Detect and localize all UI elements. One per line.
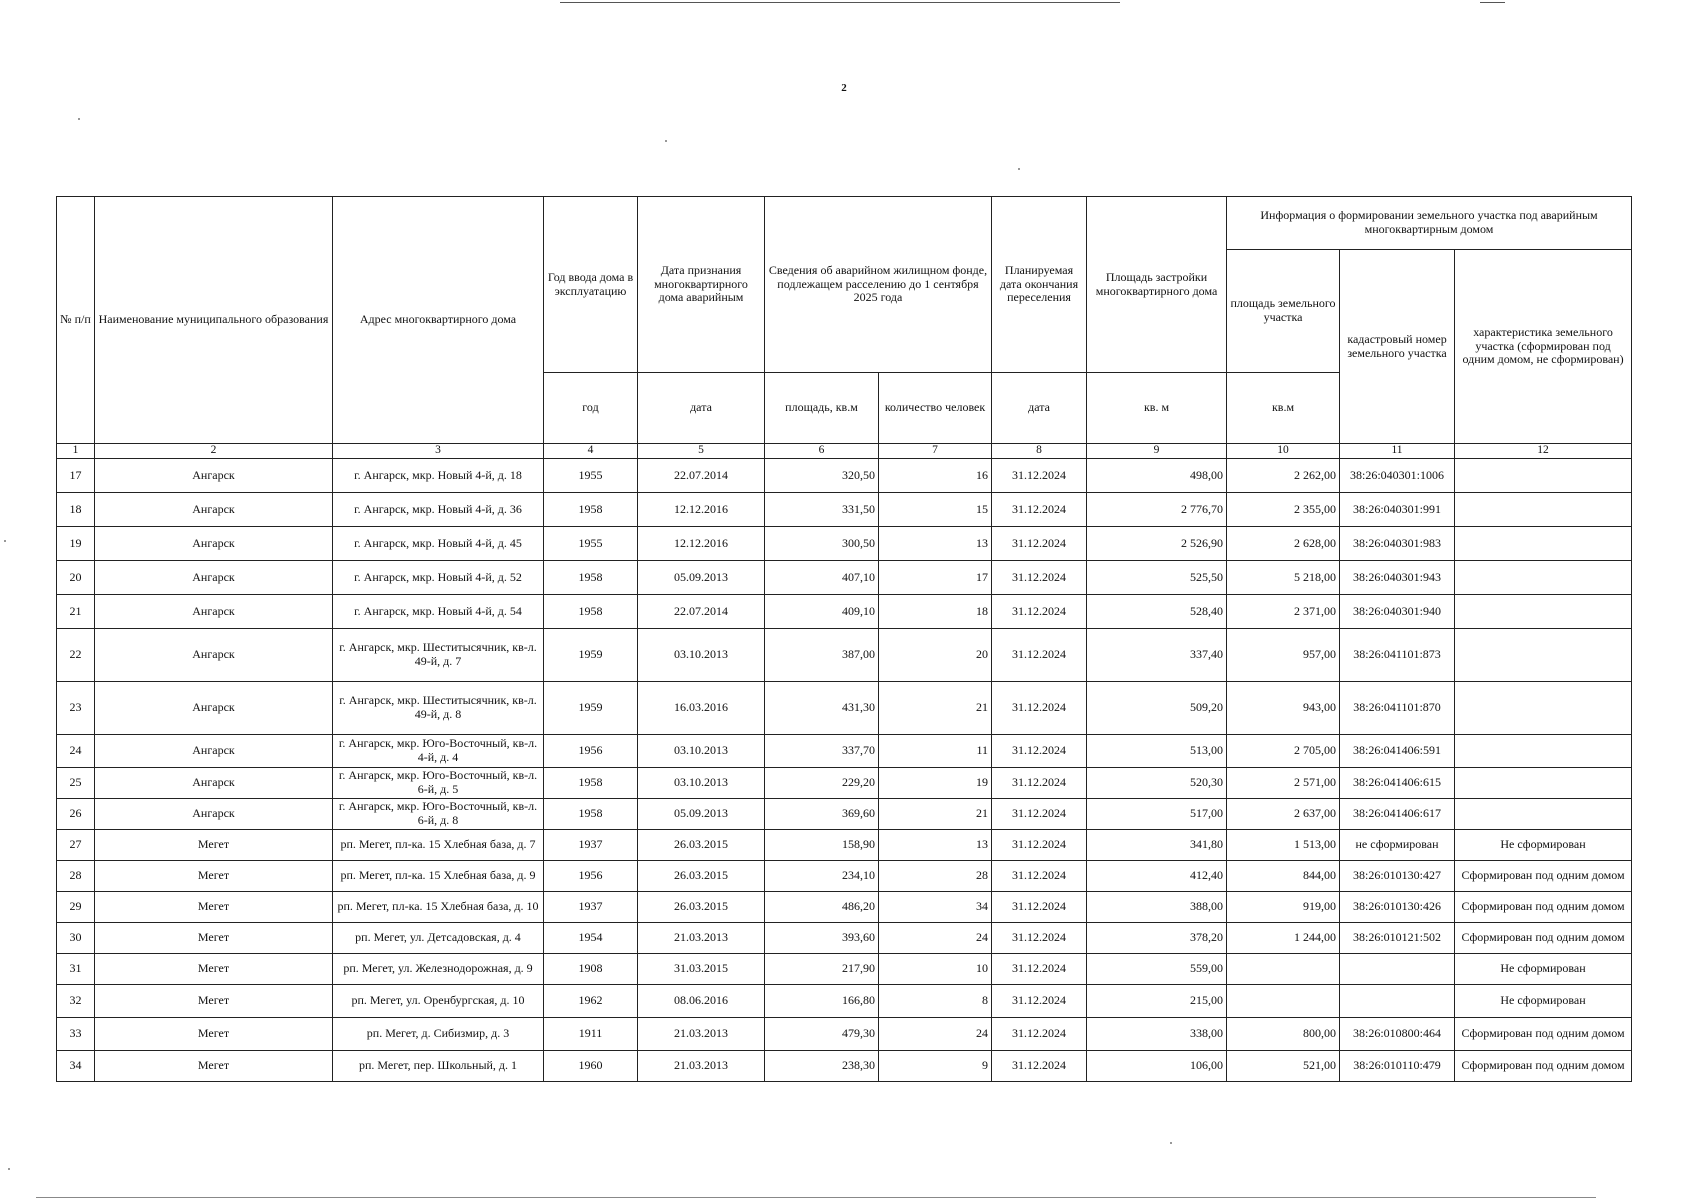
cell-land-characteristic: Сформирован под одним домом [1455,1018,1632,1051]
cell-recognition-date: 12.12.2016 [638,493,765,527]
scan-speck [78,118,80,120]
cell-municipality: Ангарск [95,561,333,595]
unit-date: дата [638,373,765,444]
cell-land-area: 943,00 [1227,682,1340,735]
cell-address: рп. Мегет, пер. Школьный, д. 1 [333,1051,544,1082]
cell-end-date: 31.12.2024 [992,1018,1087,1051]
page-number: 2 [841,82,847,94]
cell-land-characteristic [1455,493,1632,527]
cell-recognition-date: 08.06.2016 [638,985,765,1018]
cell-year: 1958 [544,768,638,799]
cell-recognition-date: 31.03.2015 [638,954,765,985]
cell-land-characteristic: Не сформирован [1455,830,1632,861]
column-number: 3 [333,444,544,459]
table-row [57,1051,1632,1082]
header-land-plot-info: Информация о формировании земельного участка под аварийным многоквартирным домом [1227,197,1632,250]
cell-cadastral-number: 38:26:041101:870 [1340,682,1455,735]
cell-area: 217,90 [765,954,879,985]
column-number: 2 [95,444,333,459]
cell-number: 27 [57,830,95,861]
header-recognition-date: Дата признания многоквартирного дома аварийным [638,197,765,373]
cell-number: 28 [57,861,95,892]
scan-speck [665,140,667,142]
cell-address: рп. Мегет, ул. Детсадовская, д. 4 [333,923,544,954]
table-row [57,954,1632,985]
cell-year: 1955 [544,459,638,493]
cell-end-date: 31.12.2024 [992,493,1087,527]
cell-recognition-date: 21.03.2013 [638,1051,765,1082]
cell-area: 479,30 [765,1018,879,1051]
cell-building-area: 513,00 [1087,735,1227,768]
cell-cadastral-number: не сформирован [1340,830,1455,861]
cell-building-area: 2 526,90 [1087,527,1227,561]
column-number: 4 [544,444,638,459]
cell-building-area: 412,40 [1087,861,1227,892]
table-row [57,561,1632,595]
cell-address: рп. Мегет, пл-ка. 15 Хлебная база, д. 7 [333,830,544,861]
cell-people: 20 [879,629,992,682]
cell-people: 15 [879,493,992,527]
cell-land-characteristic [1455,768,1632,799]
cell-number: 23 [57,682,95,735]
cell-area: 337,70 [765,735,879,768]
cell-cadastral-number: 38:26:010110:479 [1340,1051,1455,1082]
cell-municipality: Мегет [95,861,333,892]
cell-building-area: 520,30 [1087,768,1227,799]
cell-year: 1958 [544,595,638,629]
cell-land-area: 1 513,00 [1227,830,1340,861]
cell-building-area: 106,00 [1087,1051,1227,1082]
cell-year: 1958 [544,561,638,595]
cell-building-area: 341,80 [1087,830,1227,861]
cell-number: 26 [57,799,95,830]
cell-recognition-date: 03.10.2013 [638,768,765,799]
cell-number: 25 [57,768,95,799]
cell-land-characteristic: Сформирован под одним домом [1455,923,1632,954]
cell-year: 1956 [544,735,638,768]
cell-municipality: Мегет [95,1051,333,1082]
cell-number: 24 [57,735,95,768]
column-number: 7 [879,444,992,459]
cell-year: 1962 [544,985,638,1018]
cell-end-date: 31.12.2024 [992,527,1087,561]
cell-cadastral-number [1340,985,1455,1018]
cell-area: 393,60 [765,923,879,954]
cell-people: 10 [879,954,992,985]
cell-land-area: 844,00 [1227,861,1340,892]
cell-land-area: 2 355,00 [1227,493,1340,527]
cell-address: г. Ангарск, мкр. Новый 4-й, д. 36 [333,493,544,527]
cell-area: 300,50 [765,527,879,561]
cell-year: 1911 [544,1018,638,1051]
cell-area: 320,50 [765,459,879,493]
column-number: 9 [1087,444,1227,459]
cell-number: 34 [57,1051,95,1082]
unit-area: площадь, кв.м [765,373,879,444]
cell-number: 30 [57,923,95,954]
cell-people: 13 [879,830,992,861]
cell-municipality: Мегет [95,1018,333,1051]
header-commission-year: Год ввода дома в эксплуатацию [544,197,638,373]
cell-land-area: 2 262,00 [1227,459,1340,493]
cell-end-date: 31.12.2024 [992,629,1087,682]
cell-year: 1937 [544,830,638,861]
cell-end-date: 31.12.2024 [992,954,1087,985]
table-row [57,799,1632,830]
cell-municipality: Мегет [95,954,333,985]
cell-address: г. Ангарск, мкр. Новый 4-й, д. 54 [333,595,544,629]
cell-land-area [1227,954,1340,985]
cell-people: 16 [879,459,992,493]
cell-end-date: 31.12.2024 [992,799,1087,830]
emergency-housing-table [56,196,1632,1082]
cell-land-characteristic: Не сформирован [1455,985,1632,1018]
cell-address: г. Ангарск, мкр. Шеститысячник, кв-л. 49-й, д. 8 [333,682,544,735]
unit-end-date: дата [992,373,1087,444]
column-number: 5 [638,444,765,459]
cell-address: г. Ангарск, мкр. Юго-Восточный, кв-л. 6-й, д. 5 [333,768,544,799]
cell-cadastral-number: 38:26:040301:940 [1340,595,1455,629]
cell-area: 238,30 [765,1051,879,1082]
table-row [57,830,1632,861]
cell-cadastral-number: 38:26:041406:617 [1340,799,1455,830]
cell-address: рп. Мегет, ул. Оренбургская, д. 10 [333,985,544,1018]
cell-number: 33 [57,1018,95,1051]
cell-land-characteristic [1455,459,1632,493]
scan-speck [1170,1142,1172,1144]
cell-area: 234,10 [765,861,879,892]
cell-area: 166,80 [765,985,879,1018]
cell-area: 431,30 [765,682,879,735]
cell-cadastral-number: 38:26:040301:983 [1340,527,1455,561]
cell-people: 9 [879,1051,992,1082]
cell-building-area: 378,20 [1087,923,1227,954]
cell-area: 409,10 [765,595,879,629]
cell-land-characteristic [1455,682,1632,735]
cell-year: 1959 [544,629,638,682]
cell-address: рп. Мегет, пл-ка. 15 Хлебная база, д. 10 [333,892,544,923]
cell-end-date: 31.12.2024 [992,682,1087,735]
cell-land-area: 919,00 [1227,892,1340,923]
cell-recognition-date: 03.10.2013 [638,629,765,682]
cell-land-characteristic [1455,799,1632,830]
cell-end-date: 31.12.2024 [992,768,1087,799]
cell-cadastral-number: 38:26:010130:426 [1340,892,1455,923]
cell-building-area: 528,40 [1087,595,1227,629]
table-row [57,735,1632,768]
cell-people: 28 [879,861,992,892]
cell-area: 158,90 [765,830,879,861]
cell-land-area: 2 705,00 [1227,735,1340,768]
cell-land-area: 800,00 [1227,1018,1340,1051]
cell-number: 31 [57,954,95,985]
scan-artifact-line [1480,2,1505,3]
cell-address: г. Ангарск, мкр. Юго-Восточный, кв-л. 4-й, д. 4 [333,735,544,768]
cell-area: 486,20 [765,892,879,923]
header-building-area: Площадь застройки многоквартирного дома [1087,197,1227,373]
table-row [57,493,1632,527]
cell-building-area: 337,40 [1087,629,1227,682]
cell-end-date: 31.12.2024 [992,892,1087,923]
cell-area: 229,20 [765,768,879,799]
cell-land-area: 1 244,00 [1227,923,1340,954]
cell-recognition-date: 21.03.2013 [638,1018,765,1051]
cell-cadastral-number [1340,954,1455,985]
column-number: 12 [1455,444,1632,459]
cell-people: 21 [879,682,992,735]
header-municipality: Наименование муниципального образования [95,197,333,444]
cell-year: 1955 [544,527,638,561]
cell-municipality: Ангарск [95,735,333,768]
cell-people: 24 [879,1018,992,1051]
cell-end-date: 31.12.2024 [992,923,1087,954]
cell-cadastral-number: 38:26:041101:873 [1340,629,1455,682]
cell-recognition-date: 26.03.2015 [638,861,765,892]
cell-end-date: 31.12.2024 [992,595,1087,629]
table-body [57,459,1632,1082]
header-land-characteristic: характеристика земельного участка (сформирован под одним домом, не сформирован) [1455,250,1632,444]
cell-year: 1958 [544,799,638,830]
cell-land-area: 957,00 [1227,629,1340,682]
table-row [57,682,1632,735]
cell-municipality: Ангарск [95,629,333,682]
header-address: Адрес многоквартирного дома [333,197,544,444]
cell-people: 19 [879,768,992,799]
cell-number: 29 [57,892,95,923]
scan-speck [1018,168,1020,170]
cell-building-area: 388,00 [1087,892,1227,923]
unit-building-area: кв. м [1087,373,1227,444]
cell-address: рп. Мегет, ул. Железнодорожная, д. 9 [333,954,544,985]
cell-land-area: 2 371,00 [1227,595,1340,629]
cell-area: 369,60 [765,799,879,830]
cell-cadastral-number: 38:26:040301:1006 [1340,459,1455,493]
cell-people: 11 [879,735,992,768]
cell-number: 19 [57,527,95,561]
cell-recognition-date: 03.10.2013 [638,735,765,768]
cell-land-characteristic [1455,595,1632,629]
table-row [57,985,1632,1018]
table-row [57,527,1632,561]
scan-artifact-line [560,2,1120,3]
cell-people: 13 [879,527,992,561]
scan-speck [4,540,6,542]
cell-recognition-date: 26.03.2015 [638,830,765,861]
cell-building-area: 215,00 [1087,985,1227,1018]
cell-municipality: Мегет [95,985,333,1018]
cell-year: 1937 [544,892,638,923]
cell-municipality: Ангарск [95,527,333,561]
cell-number: 20 [57,561,95,595]
header-planned-end-date: Планируемая дата окончания переселения [992,197,1087,373]
column-number: 6 [765,444,879,459]
header-housing-fund: Сведения об аварийном жилищном фонде, подлежащем расселению до 1 сентября 2025 года [765,197,992,373]
cell-municipality: Ангарск [95,459,333,493]
cell-land-characteristic: Сформирован под одним домом [1455,1051,1632,1082]
column-number: 11 [1340,444,1455,459]
cell-building-area: 2 776,70 [1087,493,1227,527]
cell-building-area: 509,20 [1087,682,1227,735]
cell-end-date: 31.12.2024 [992,735,1087,768]
table-row [57,1018,1632,1051]
unit-year: год [544,373,638,444]
cell-land-area: 2 637,00 [1227,799,1340,830]
table-row [57,595,1632,629]
cell-land-characteristic: Сформирован под одним домом [1455,892,1632,923]
cell-municipality: Мегет [95,830,333,861]
cell-cadastral-number: 38:26:010121:502 [1340,923,1455,954]
header-land-area: площадь земельного участка [1227,250,1340,373]
cell-municipality: Ангарск [95,799,333,830]
column-number: 1 [57,444,95,459]
cell-land-characteristic [1455,561,1632,595]
table-row [57,629,1632,682]
cell-recognition-date: 05.09.2013 [638,799,765,830]
cell-municipality: Ангарск [95,682,333,735]
cell-people: 21 [879,799,992,830]
cell-land-characteristic [1455,629,1632,682]
cell-number: 22 [57,629,95,682]
cell-recognition-date: 22.07.2014 [638,459,765,493]
cell-municipality: Мегет [95,892,333,923]
cell-area: 407,10 [765,561,879,595]
cell-cadastral-number: 38:26:010130:427 [1340,861,1455,892]
cell-address: г. Ангарск, мкр. Новый 4-й, д. 52 [333,561,544,595]
cell-land-characteristic [1455,735,1632,768]
cell-municipality: Ангарск [95,493,333,527]
column-number: 10 [1227,444,1340,459]
cell-year: 1956 [544,861,638,892]
cell-address: г. Ангарск, мкр. Новый 4-й, д. 18 [333,459,544,493]
cell-cadastral-number: 38:26:040301:943 [1340,561,1455,595]
cell-people: 18 [879,595,992,629]
cell-building-area: 559,00 [1087,954,1227,985]
cell-municipality: Ангарск [95,768,333,799]
cell-cadastral-number: 38:26:010800:464 [1340,1018,1455,1051]
cell-recognition-date: 21.03.2013 [638,923,765,954]
cell-address: г. Ангарск, мкр. Новый 4-й, д. 45 [333,527,544,561]
cell-land-area: 2 628,00 [1227,527,1340,561]
cell-people: 24 [879,923,992,954]
cell-number: 21 [57,595,95,629]
cell-end-date: 31.12.2024 [992,459,1087,493]
cell-number: 32 [57,985,95,1018]
table-row [57,768,1632,799]
cell-building-area: 338,00 [1087,1018,1227,1051]
cell-year: 1958 [544,493,638,527]
table-row [57,861,1632,892]
cell-number: 17 [57,459,95,493]
cell-area: 331,50 [765,493,879,527]
scan-artifact-line [36,1197,1596,1198]
cell-end-date: 31.12.2024 [992,985,1087,1018]
cell-recognition-date: 12.12.2016 [638,527,765,561]
cell-people: 34 [879,892,992,923]
column-number: 8 [992,444,1087,459]
cell-year: 1954 [544,923,638,954]
cell-number: 18 [57,493,95,527]
header-cadastral-number: кадастровый номер земельного участка [1340,250,1455,444]
cell-year: 1959 [544,682,638,735]
cell-address: рп. Мегет, д. Сибизмир, д. 3 [333,1018,544,1051]
header-number: № п/п [57,197,95,444]
cell-land-characteristic: Не сформирован [1455,954,1632,985]
cell-municipality: Ангарск [95,595,333,629]
cell-cadastral-number: 38:26:041406:615 [1340,768,1455,799]
cell-people: 17 [879,561,992,595]
cell-land-area: 5 218,00 [1227,561,1340,595]
table-row [57,459,1632,493]
cell-building-area: 517,00 [1087,799,1227,830]
cell-end-date: 31.12.2024 [992,861,1087,892]
cell-year: 1960 [544,1051,638,1082]
cell-address: г. Ангарск, мкр. Юго-Восточный, кв-л. 6-й, д. 8 [333,799,544,830]
unit-land-area: кв.м [1227,373,1340,444]
scan-speck [8,1168,10,1170]
cell-land-area: 2 571,00 [1227,768,1340,799]
cell-cadastral-number: 38:26:041406:591 [1340,735,1455,768]
cell-building-area: 525,50 [1087,561,1227,595]
cell-land-area [1227,985,1340,1018]
cell-recognition-date: 26.03.2015 [638,892,765,923]
cell-year: 1908 [544,954,638,985]
cell-end-date: 31.12.2024 [992,561,1087,595]
cell-address: г. Ангарск, мкр. Шеститысячник, кв-л. 49-й, д. 7 [333,629,544,682]
table-row [57,923,1632,954]
table-row [57,892,1632,923]
cell-building-area: 498,00 [1087,459,1227,493]
cell-address: рп. Мегет, пл-ка. 15 Хлебная база, д. 9 [333,861,544,892]
cell-land-characteristic: Сформирован под одним домом [1455,861,1632,892]
cell-recognition-date: 05.09.2013 [638,561,765,595]
cell-end-date: 31.12.2024 [992,830,1087,861]
cell-cadastral-number: 38:26:040301:991 [1340,493,1455,527]
unit-people: количество человек [879,373,992,444]
cell-area: 387,00 [765,629,879,682]
cell-land-characteristic [1455,527,1632,561]
cell-recognition-date: 16.03.2016 [638,682,765,735]
cell-municipality: Мегет [95,923,333,954]
cell-recognition-date: 22.07.2014 [638,595,765,629]
cell-end-date: 31.12.2024 [992,1051,1087,1082]
cell-people: 8 [879,985,992,1018]
cell-land-area: 521,00 [1227,1051,1340,1082]
